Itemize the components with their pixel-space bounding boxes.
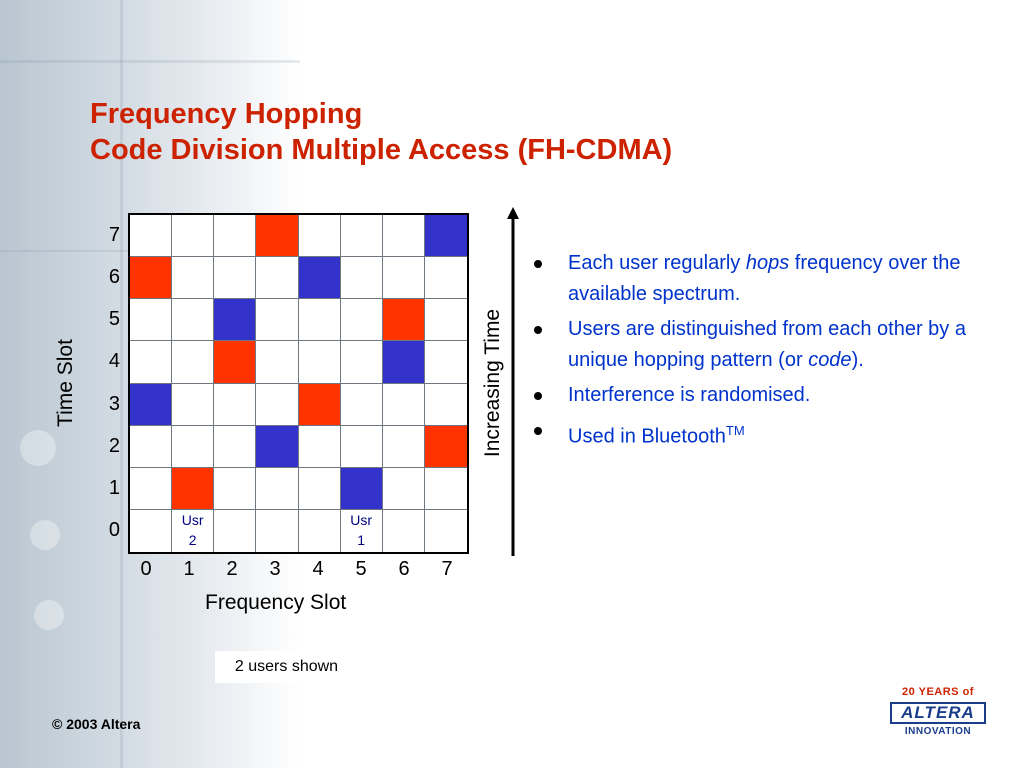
grid-cell [256, 510, 298, 552]
time-arrow-icon [506, 207, 520, 556]
bullet-item: Interference is randomised. [530, 380, 970, 411]
frequency-slot-tick: 3 [269, 558, 281, 580]
time-slot-tick: 6 [108, 266, 120, 289]
grid-cell [299, 215, 341, 257]
grid-cell [341, 257, 383, 299]
frequency-slot-tick: 1 [183, 558, 195, 580]
grid-cell [214, 384, 256, 426]
red-hop-cell [256, 215, 298, 257]
grid-cell [299, 426, 341, 468]
grid-cell [130, 468, 172, 510]
grid-cell [214, 257, 256, 299]
red-hop-cell [383, 299, 425, 341]
grid-cell [214, 468, 256, 510]
frequency-slot-tick: 2 [226, 558, 238, 580]
red-hop-cell [172, 468, 214, 510]
grid-cell [130, 341, 172, 383]
grid-cell [130, 426, 172, 468]
grid-cell [172, 426, 214, 468]
grid-cell [256, 341, 298, 383]
frequency-slot-axis-label: Frequency Slot [205, 591, 347, 614]
users-shown-caption: 2 users shown [215, 651, 358, 683]
blue-hop-cell [299, 257, 341, 299]
bullet-dot-icon [534, 326, 542, 334]
title-line-2: Code Division Multiple Access (FH-CDMA) [90, 134, 673, 166]
time-slot-tick: 5 [108, 308, 120, 331]
frequency-slot-tick: 4 [312, 558, 324, 580]
grid-cell [256, 299, 298, 341]
time-slot-tick: 7 [108, 224, 120, 247]
grid-cell [383, 426, 425, 468]
red-hop-cell [130, 257, 172, 299]
grid-cell [172, 510, 214, 552]
altera-logo [878, 686, 998, 748]
red-hop-cell [299, 384, 341, 426]
copyright-notice: © 2003 Altera [52, 716, 141, 732]
frequency-slot-tick: 5 [355, 558, 367, 580]
grid-cell [383, 384, 425, 426]
user-label: Usr [181, 511, 204, 528]
grid-cell [299, 468, 341, 510]
grid-cell [341, 215, 383, 257]
blue-hop-cell [130, 384, 172, 426]
grid-cell [214, 510, 256, 552]
grid-cell [130, 510, 172, 552]
grid-cell [172, 299, 214, 341]
grid-cell [130, 299, 172, 341]
time-slot-tick: 2 [108, 434, 120, 457]
grid-cell [383, 468, 425, 510]
grid-cell [425, 299, 467, 341]
time-slot-tick: 3 [108, 392, 120, 415]
title-line-1: Frequency Hopping [90, 98, 363, 130]
bullet-list [530, 248, 970, 457]
time-slot-tick: 4 [108, 350, 120, 373]
logo-brand-text: ALTERA [890, 702, 986, 724]
logo-tagline-text: INNOVATION [904, 726, 972, 737]
time-slot-tick: 1 [108, 476, 120, 499]
grid-cell [130, 215, 172, 257]
grid-cell [425, 384, 467, 426]
blue-hop-cell [256, 426, 298, 468]
blue-hop-cell [425, 215, 467, 257]
grid-cell [425, 341, 467, 383]
blue-hop-cell [341, 468, 383, 510]
bullet-dot-icon [534, 260, 542, 268]
grid-cell [256, 468, 298, 510]
red-hop-cell [425, 426, 467, 468]
grid-cell [214, 426, 256, 468]
grid-cell [299, 299, 341, 341]
grid-cell [341, 426, 383, 468]
time-slot-axis-label: Time Slot [54, 339, 77, 427]
red-hop-cell [214, 341, 256, 383]
grid-cell [341, 384, 383, 426]
bullet-dot-icon [534, 392, 542, 400]
grid-cell [383, 215, 425, 257]
grid-cell [341, 510, 383, 552]
frequency-slot-tick: 7 [441, 558, 453, 580]
blue-hop-cell [214, 299, 256, 341]
grid-cell [214, 215, 256, 257]
grid-cell [383, 257, 425, 299]
user-label: 1 [357, 531, 366, 548]
frequency-slot-tick: 6 [398, 558, 410, 580]
bullet-item: Each user regularly hops frequency over the available spectrum. [530, 248, 970, 310]
grid-cell [172, 384, 214, 426]
bullet-dot-icon [534, 427, 542, 435]
grid-cell [256, 257, 298, 299]
grid-cell [299, 510, 341, 552]
grid-cell [383, 510, 425, 552]
grid-cell [341, 299, 383, 341]
user-label: Usr [350, 511, 373, 528]
grid-cell [256, 384, 298, 426]
grid-cell [425, 257, 467, 299]
grid-cell [172, 257, 214, 299]
blue-hop-cell [383, 341, 425, 383]
grid-cell [299, 341, 341, 383]
bullet-item: Used in Bluetooth™ [530, 415, 970, 453]
user-label: 2 [188, 531, 197, 548]
logo-years-text: 20 YEARS of [902, 686, 974, 698]
increasing-time-label: Increasing Time [481, 308, 504, 458]
grid-cell [425, 510, 467, 552]
bullet-item: Users are distinguished from each other by a unique hopping pattern (or code). [530, 314, 970, 376]
grid-cell [172, 341, 214, 383]
frequency-slot-tick: 0 [140, 558, 152, 580]
grid-cell [172, 215, 214, 257]
slide-title [90, 96, 672, 168]
hopping-grid [128, 213, 469, 554]
grid-cell [425, 468, 467, 510]
grid-cell [341, 341, 383, 383]
time-slot-tick: 0 [108, 518, 120, 541]
